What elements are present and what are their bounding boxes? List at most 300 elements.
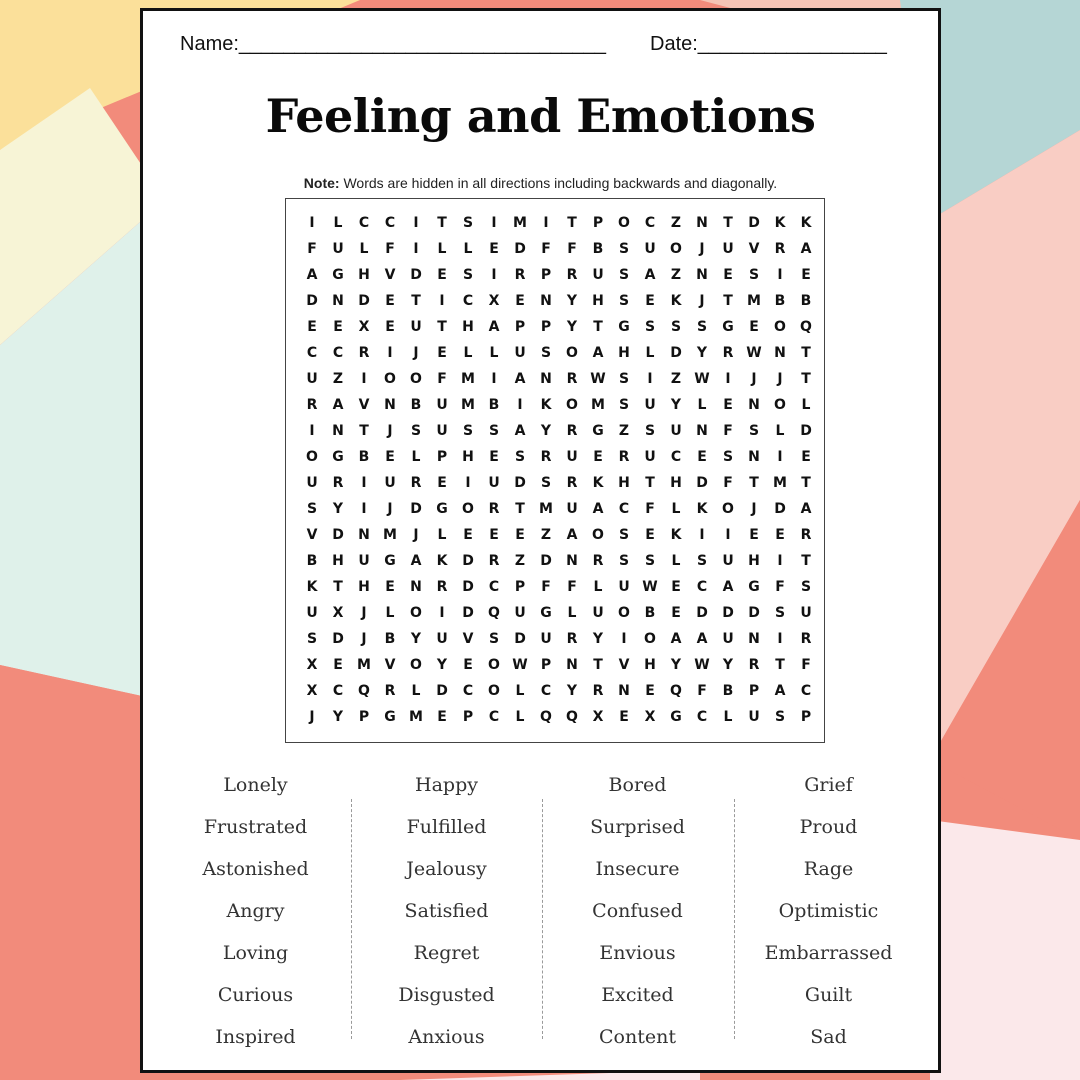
grid-letter[interactable]: N — [410, 579, 422, 595]
grid-letter[interactable]: J — [413, 527, 419, 543]
grid-letter[interactable]: C — [800, 683, 812, 699]
grid-letter[interactable]: D — [462, 605, 474, 621]
grid-letter[interactable]: I — [647, 371, 653, 387]
grid-letter[interactable]: L — [593, 579, 603, 595]
grid-letter[interactable]: L — [801, 397, 811, 413]
grid-letter[interactable]: M — [539, 501, 553, 517]
grid-letter[interactable]: I — [413, 215, 419, 231]
grid-letter[interactable]: R — [514, 267, 526, 283]
grid-letter[interactable]: A — [592, 501, 604, 517]
grid-letter[interactable]: T — [723, 215, 733, 231]
grid-letter[interactable]: E — [489, 449, 499, 465]
grid-letter[interactable]: C — [332, 683, 344, 699]
grid-letter[interactable]: F — [437, 371, 447, 387]
grid-letter[interactable]: R — [306, 397, 318, 413]
grid-letter[interactable]: V — [462, 631, 474, 647]
grid-letter[interactable]: I — [309, 215, 315, 231]
grid-letter[interactable]: Y — [540, 423, 552, 439]
grid-letter[interactable]: A — [774, 683, 786, 699]
grid-letter[interactable]: M — [591, 397, 605, 413]
grid-letter[interactable]: U — [618, 579, 630, 595]
grid-letter[interactable]: F — [645, 501, 655, 517]
grid-letter[interactable]: E — [515, 527, 525, 543]
grid-letter[interactable]: N — [774, 345, 786, 361]
grid-letter[interactable]: U — [514, 345, 526, 361]
grid-letter[interactable]: H — [670, 475, 682, 491]
grid-letter[interactable]: U — [306, 371, 318, 387]
grid-letter[interactable]: D — [332, 527, 344, 543]
grid-letter[interactable]: M — [773, 475, 787, 491]
grid-letter[interactable]: H — [332, 553, 344, 569]
grid-letter[interactable]: N — [566, 657, 578, 673]
grid-letter[interactable]: A — [514, 371, 526, 387]
grid-letter[interactable]: M — [513, 215, 527, 231]
grid-letter[interactable]: I — [725, 371, 731, 387]
grid-letter[interactable]: N — [540, 371, 552, 387]
grid-letter[interactable]: E — [749, 527, 759, 543]
grid-letter[interactable]: B — [722, 683, 734, 699]
grid-letter[interactable]: Y — [670, 657, 682, 673]
grid-letter[interactable]: N — [748, 397, 760, 413]
grid-letter[interactable]: E — [489, 241, 499, 257]
grid-letter[interactable]: M — [357, 657, 371, 673]
grid-letter[interactable]: F — [541, 241, 551, 257]
grid-letter[interactable]: Z — [618, 423, 630, 439]
grid-letter[interactable]: V — [358, 397, 370, 413]
grid-letter[interactable]: J — [309, 709, 315, 725]
grid-letter[interactable]: S — [540, 345, 552, 361]
grid-letter[interactable]: F — [723, 475, 733, 491]
grid-letter[interactable]: E — [385, 293, 395, 309]
grid-letter[interactable]: L — [515, 709, 525, 725]
grid-letter[interactable]: I — [309, 423, 315, 439]
grid-letter[interactable]: J — [361, 631, 367, 647]
grid-letter[interactable]: R — [618, 449, 630, 465]
grid-letter[interactable]: Y — [670, 397, 682, 413]
grid-letter[interactable]: Q — [488, 605, 500, 621]
grid-letter[interactable]: S — [800, 579, 812, 595]
grid-letter[interactable]: F — [775, 579, 785, 595]
grid-letter[interactable]: D — [410, 501, 422, 517]
grid-letter[interactable]: N — [332, 423, 344, 439]
grid-letter[interactable]: V — [384, 657, 396, 673]
grid-letter[interactable]: J — [777, 371, 783, 387]
grid-letter[interactable]: U — [514, 605, 526, 621]
grid-letter[interactable]: R — [566, 267, 578, 283]
grid-letter[interactable]: G — [332, 267, 344, 283]
grid-letter[interactable]: E — [463, 657, 473, 673]
grid-letter[interactable]: U — [384, 475, 396, 491]
grid-letter[interactable]: O — [592, 527, 604, 543]
grid-letter[interactable]: D — [306, 293, 318, 309]
grid-letter[interactable]: H — [462, 319, 474, 335]
grid-letter[interactable]: E — [307, 319, 317, 335]
grid-letter[interactable]: T — [801, 345, 811, 361]
grid-letter[interactable]: L — [489, 345, 499, 361]
grid-letter[interactable]: R — [488, 553, 500, 569]
grid-letter[interactable]: I — [777, 553, 783, 569]
grid-letter[interactable]: Y — [696, 345, 708, 361]
grid-letter[interactable]: C — [644, 215, 656, 231]
grid-letter[interactable]: C — [696, 709, 708, 725]
grid-letter[interactable]: E — [801, 267, 811, 283]
grid-letter[interactable]: J — [413, 345, 419, 361]
grid-letter[interactable]: I — [725, 527, 731, 543]
grid-letter[interactable]: T — [437, 215, 447, 231]
grid-letter[interactable]: U — [644, 397, 656, 413]
grid-letter[interactable]: E — [489, 527, 499, 543]
grid-letter[interactable]: B — [592, 241, 604, 257]
grid-letter[interactable]: L — [463, 345, 473, 361]
grid-letter[interactable]: F — [801, 657, 811, 673]
grid-letter[interactable]: R — [722, 345, 734, 361]
grid-letter[interactable]: R — [748, 657, 760, 673]
grid-letter[interactable]: I — [517, 397, 523, 413]
grid-letter[interactable]: S — [670, 319, 682, 335]
grid-letter[interactable]: A — [488, 319, 500, 335]
grid-letter[interactable]: S — [514, 449, 526, 465]
grid-letter[interactable]: U — [566, 449, 578, 465]
grid-letter[interactable]: I — [439, 293, 445, 309]
grid-letter[interactable]: X — [592, 709, 604, 725]
grid-letter[interactable]: L — [567, 605, 577, 621]
grid-letter[interactable]: O — [410, 605, 422, 621]
grid-letter[interactable]: Z — [514, 553, 526, 569]
grid-letter[interactable]: C — [384, 215, 396, 231]
grid-letter[interactable]: O — [306, 449, 318, 465]
grid-letter[interactable]: O — [462, 501, 474, 517]
grid-letter[interactable]: S — [618, 267, 630, 283]
grid-letter[interactable]: Y — [592, 631, 604, 647]
grid-letter[interactable]: G — [722, 319, 734, 335]
grid-letter[interactable]: H — [358, 267, 370, 283]
grid-letter[interactable]: N — [566, 553, 578, 569]
grid-letter[interactable]: B — [644, 605, 656, 621]
grid-letter[interactable]: Y — [436, 657, 448, 673]
grid-letter[interactable]: S — [774, 709, 786, 725]
grid-letter[interactable]: U — [358, 553, 370, 569]
grid-letter[interactable]: O — [618, 215, 630, 231]
grid-letter[interactable]: J — [387, 423, 393, 439]
grid-letter[interactable]: M — [747, 293, 761, 309]
grid-letter[interactable]: Y — [566, 683, 578, 699]
grid-letter[interactable]: O — [644, 631, 656, 647]
grid-letter[interactable]: G — [436, 501, 448, 517]
grid-letter[interactable]: U — [800, 605, 812, 621]
grid-letter[interactable]: D — [514, 631, 526, 647]
grid-letter[interactable]: E — [437, 345, 447, 361]
grid-letter[interactable]: S — [462, 423, 474, 439]
grid-letter[interactable]: S — [722, 449, 734, 465]
grid-letter[interactable]: D — [358, 293, 370, 309]
grid-letter[interactable]: L — [411, 683, 421, 699]
grid-letter[interactable]: E — [463, 527, 473, 543]
grid-letter[interactable]: W — [512, 657, 528, 673]
grid-letter[interactable]: N — [696, 215, 708, 231]
grid-letter[interactable]: Z — [670, 267, 682, 283]
grid-letter[interactable]: S — [488, 423, 500, 439]
grid-letter[interactable]: U — [722, 553, 734, 569]
grid-letter[interactable]: L — [671, 553, 681, 569]
grid-letter[interactable]: E — [645, 527, 655, 543]
grid-letter[interactable]: E — [723, 267, 733, 283]
grid-letter[interactable]: T — [645, 475, 655, 491]
grid-letter[interactable]: I — [439, 605, 445, 621]
grid-letter[interactable]: S — [306, 631, 318, 647]
grid-letter[interactable]: F — [307, 241, 317, 257]
grid-letter[interactable]: T — [411, 293, 421, 309]
grid-letter[interactable]: T — [359, 423, 369, 439]
grid-letter[interactable]: P — [358, 709, 370, 725]
grid-letter[interactable]: T — [567, 215, 577, 231]
grid-letter[interactable]: H — [748, 553, 760, 569]
grid-letter[interactable]: G — [748, 579, 760, 595]
grid-letter[interactable]: B — [358, 449, 370, 465]
grid-letter[interactable]: G — [670, 709, 682, 725]
grid-letter[interactable]: V — [306, 527, 318, 543]
grid-letter[interactable]: E — [723, 397, 733, 413]
grid-letter[interactable]: S — [696, 553, 708, 569]
grid-letter[interactable]: W — [694, 657, 710, 673]
grid-letter[interactable]: X — [332, 605, 344, 621]
grid-letter[interactable]: A — [644, 267, 656, 283]
grid-letter[interactable]: J — [751, 371, 757, 387]
grid-letter[interactable]: E — [671, 579, 681, 595]
grid-letter[interactable]: O — [618, 605, 630, 621]
grid-letter[interactable]: E — [515, 293, 525, 309]
grid-letter[interactable]: C — [488, 579, 500, 595]
grid-letter[interactable]: S — [644, 319, 656, 335]
grid-letter[interactable]: S — [644, 423, 656, 439]
grid-letter[interactable]: O — [670, 241, 682, 257]
grid-letter[interactable]: Q — [566, 709, 578, 725]
grid-letter[interactable]: B — [774, 293, 786, 309]
grid-letter[interactable]: R — [540, 449, 552, 465]
grid-letter[interactable]: R — [410, 475, 422, 491]
grid-letter[interactable]: Q — [670, 683, 682, 699]
grid-letter[interactable]: R — [566, 423, 578, 439]
grid-letter[interactable]: B — [800, 293, 812, 309]
grid-letter[interactable]: L — [775, 423, 785, 439]
grid-letter[interactable]: G — [332, 449, 344, 465]
grid-letter[interactable]: C — [670, 449, 682, 465]
grid-letter[interactable]: R — [800, 631, 812, 647]
grid-letter[interactable]: S — [748, 423, 760, 439]
grid-letter[interactable]: L — [515, 683, 525, 699]
grid-letter[interactable]: R — [358, 345, 370, 361]
grid-letter[interactable]: H — [618, 475, 630, 491]
grid-letter[interactable]: E — [749, 319, 759, 335]
grid-letter[interactable]: D — [514, 475, 526, 491]
grid-letter[interactable]: N — [618, 683, 630, 699]
grid-letter[interactable]: N — [384, 397, 396, 413]
grid-letter[interactable]: A — [306, 267, 318, 283]
grid-letter[interactable]: W — [642, 579, 658, 595]
grid-letter[interactable]: D — [514, 241, 526, 257]
grid-letter[interactable]: Q — [800, 319, 812, 335]
grid-letter[interactable]: L — [385, 605, 395, 621]
grid-letter[interactable]: D — [748, 215, 760, 231]
grid-letter[interactable]: L — [411, 449, 421, 465]
grid-letter[interactable]: M — [461, 397, 475, 413]
grid-letter[interactable]: E — [437, 267, 447, 283]
grid-letter[interactable]: V — [384, 267, 396, 283]
grid-letter[interactable]: H — [644, 657, 656, 673]
grid-letter[interactable]: N — [696, 267, 708, 283]
grid-letter[interactable]: P — [436, 449, 448, 465]
grid-letter[interactable]: O — [566, 345, 578, 361]
grid-letter[interactable]: B — [410, 397, 422, 413]
grid-letter[interactable]: S — [462, 215, 474, 231]
grid-letter[interactable]: H — [618, 345, 630, 361]
grid-letter[interactable]: T — [593, 319, 603, 335]
grid-letter[interactable]: I — [699, 527, 705, 543]
grid-letter[interactable]: S — [462, 267, 474, 283]
grid-letter[interactable]: K — [774, 215, 786, 231]
grid-letter[interactable]: T — [333, 579, 343, 595]
grid-letter[interactable]: U — [436, 423, 448, 439]
grid-letter[interactable]: R — [488, 501, 500, 517]
grid-letter[interactable]: C — [462, 683, 474, 699]
grid-letter[interactable]: S — [618, 397, 630, 413]
grid-letter[interactable]: C — [358, 215, 370, 231]
grid-letter[interactable]: J — [387, 501, 393, 517]
grid-letter[interactable]: D — [748, 605, 760, 621]
grid-letter[interactable]: E — [437, 475, 447, 491]
grid-letter[interactable]: U — [436, 397, 448, 413]
grid-letter[interactable]: J — [751, 501, 757, 517]
grid-letter[interactable]: D — [800, 423, 812, 439]
grid-letter[interactable]: R — [566, 631, 578, 647]
grid-letter[interactable]: U — [592, 605, 604, 621]
grid-letter[interactable]: B — [306, 553, 318, 569]
grid-letter[interactable]: X — [488, 293, 500, 309]
grid-letter[interactable]: Y — [566, 293, 578, 309]
grid-letter[interactable]: U — [410, 319, 422, 335]
grid-letter[interactable]: R — [774, 241, 786, 257]
grid-letter[interactable]: S — [618, 241, 630, 257]
grid-letter[interactable]: E — [801, 449, 811, 465]
grid-letter[interactable]: O — [410, 371, 422, 387]
grid-letter[interactable]: T — [437, 319, 447, 335]
grid-letter[interactable]: K — [800, 215, 812, 231]
grid-letter[interactable]: L — [645, 345, 655, 361]
grid-letter[interactable]: T — [775, 657, 785, 673]
grid-letter[interactable]: D — [670, 345, 682, 361]
grid-letter[interactable]: F — [567, 241, 577, 257]
grid-letter[interactable]: W — [746, 345, 762, 361]
grid-letter[interactable]: G — [618, 319, 630, 335]
grid-letter[interactable]: D — [540, 553, 552, 569]
grid-letter[interactable]: C — [488, 709, 500, 725]
grid-letter[interactable]: A — [332, 397, 344, 413]
grid-letter[interactable]: D — [722, 605, 734, 621]
grid-letter[interactable]: A — [514, 423, 526, 439]
grid-letter[interactable]: K — [540, 397, 552, 413]
grid-letter[interactable]: N — [748, 449, 760, 465]
grid-letter[interactable]: E — [593, 449, 603, 465]
grid-letter[interactable]: T — [801, 553, 811, 569]
grid-letter[interactable]: Z — [670, 371, 682, 387]
grid-letter[interactable]: H — [462, 449, 474, 465]
grid-letter[interactable]: I — [361, 501, 367, 517]
grid-letter[interactable]: U — [332, 241, 344, 257]
grid-letter[interactable]: C — [618, 501, 630, 517]
grid-letter[interactable]: A — [670, 631, 682, 647]
grid-letter[interactable]: L — [697, 397, 707, 413]
grid-letter[interactable]: T — [749, 475, 759, 491]
grid-letter[interactable]: Y — [410, 631, 422, 647]
grid-letter[interactable]: Z — [540, 527, 552, 543]
grid-letter[interactable]: R — [332, 475, 344, 491]
grid-letter[interactable]: I — [777, 449, 783, 465]
grid-letter[interactable]: G — [540, 605, 552, 621]
grid-letter[interactable]: I — [413, 241, 419, 257]
grid-letter[interactable]: W — [590, 371, 606, 387]
grid-letter[interactable]: T — [515, 501, 525, 517]
grid-letter[interactable]: U — [306, 475, 318, 491]
grid-letter[interactable]: R — [436, 579, 448, 595]
grid-letter[interactable]: R — [566, 475, 578, 491]
grid-letter[interactable]: I — [387, 345, 393, 361]
grid-letter[interactable]: E — [645, 293, 655, 309]
grid-letter[interactable]: K — [436, 553, 448, 569]
grid-letter[interactable]: P — [540, 267, 552, 283]
grid-letter[interactable]: U — [306, 605, 318, 621]
grid-letter[interactable]: H — [592, 293, 604, 309]
grid-letter[interactable]: A — [410, 553, 422, 569]
grid-letter[interactable]: I — [543, 215, 549, 231]
grid-letter[interactable]: T — [723, 293, 733, 309]
grid-letter[interactable]: Q — [358, 683, 370, 699]
grid-letter[interactable]: E — [775, 527, 785, 543]
grid-letter[interactable]: G — [384, 709, 396, 725]
grid-letter[interactable]: X — [358, 319, 370, 335]
grid-letter[interactable]: U — [644, 449, 656, 465]
grid-letter[interactable]: J — [699, 293, 705, 309]
grid-letter[interactable]: R — [592, 553, 604, 569]
grid-letter[interactable]: L — [671, 501, 681, 517]
grid-letter[interactable]: I — [777, 631, 783, 647]
grid-letter[interactable]: A — [800, 241, 812, 257]
grid-letter[interactable]: J — [699, 241, 705, 257]
grid-letter[interactable]: R — [592, 683, 604, 699]
grid-letter[interactable]: R — [384, 683, 396, 699]
grid-letter[interactable]: D — [462, 579, 474, 595]
grid-letter[interactable]: R — [800, 527, 812, 543]
grid-letter[interactable]: W — [694, 371, 710, 387]
grid-letter[interactable]: C — [696, 579, 708, 595]
grid-letter[interactable]: S — [540, 475, 552, 491]
grid-letter[interactable]: Z — [670, 215, 682, 231]
grid-letter[interactable]: N — [696, 423, 708, 439]
grid-letter[interactable]: R — [566, 371, 578, 387]
grid-letter[interactable]: L — [359, 241, 369, 257]
grid-letter[interactable]: Z — [332, 371, 344, 387]
grid-letter[interactable]: O — [488, 683, 500, 699]
grid-letter[interactable]: A — [592, 345, 604, 361]
grid-letter[interactable]: K — [592, 475, 604, 491]
grid-letter[interactable]: D — [462, 553, 474, 569]
grid-letter[interactable]: P — [462, 709, 474, 725]
grid-letter[interactable]: E — [385, 449, 395, 465]
grid-letter[interactable]: I — [491, 215, 497, 231]
grid-letter[interactable]: C — [540, 683, 552, 699]
grid-letter[interactable]: I — [621, 631, 627, 647]
grid-letter[interactable]: K — [306, 579, 318, 595]
grid-letter[interactable]: Y — [332, 501, 344, 517]
grid-letter[interactable]: U — [644, 241, 656, 257]
